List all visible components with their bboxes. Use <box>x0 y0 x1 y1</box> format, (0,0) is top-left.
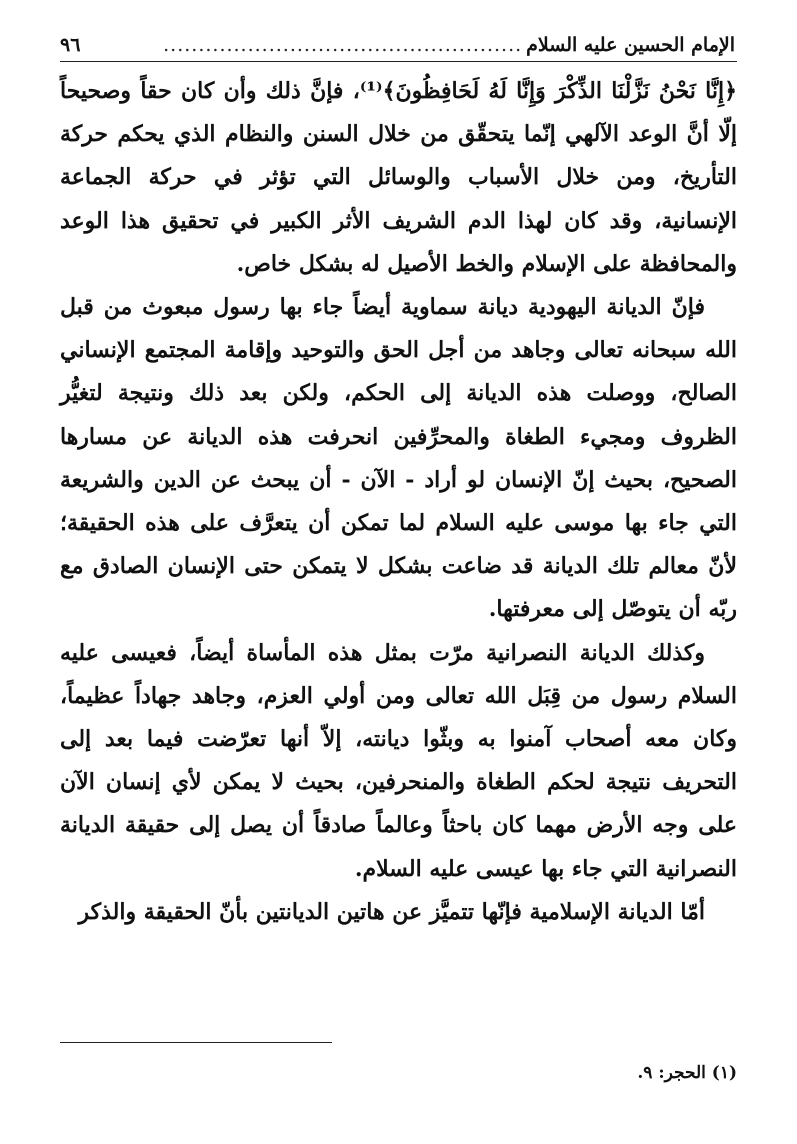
paragraph-christianity: وكذلك الديانة النصرانية مرّت بمثل هذه المأساة أيضاً، فعيسى عليه السلام رسول من قِبَل الله تعالى ومن أولي العزم، وجاهد جهاداً عظيماً، وكان معه أصحاب آمنوا به وبثّوا ديانته، إلاّ أنها تعرّضت فيما بعد إلى التحريف نتيجة لحكم الطغاة والمنحرفين، بحيث لا يمكن لأي إنسان الآن على وجه الأرض مهما كان باحثاً وعالماً صادقاً أن يصل إلى حقيقة الديانة النصرانية التي جاء بها عيسى عليه السلام. <box>60 639 737 882</box>
footnote: (١) الحجر: ٩. <box>637 1063 737 1083</box>
header-title: الإمام الحسين عليه السلام <box>526 34 735 56</box>
header-dot-leader: ................................................... <box>163 34 523 56</box>
body-text <box>60 70 737 934</box>
paragraph-judaism: فإنّ الديانة اليهودية ديانة سماوية أيضاً جاء بها رسول مبعوث من قبل الله سبحانه تعالى وجاهد من أجل الحق والتوحيد وإقامة المجتمع الإنساني الصالح، ووصلت هذه الديانة إلى الحكم، ولكن بعد ذلك ونتيجة لتغيُّر الظروف ومجيء الطغاة والمحرِّفين انحرفت هذه الديانة عن مسارها الصحيح، بحيث إنّ الإنسان لو أراد - الآن - أن يبحث عن الدين والشريعة التي جاء بها موسى عليه السلام لما تمكن أن يتعرَّف على هذه الحقيقة؛ لأنّ معالم تلك الديانة قد ضاعت بشكل لا يتمكن حتى الإنسان الصادق مع ربّه أن يتوصّل إلى معرفتها. <box>60 294 737 623</box>
paragraph-quran-verse: ﴿إِنَّا نَحْنُ نَزَّلْنَا الذِّكْرَ وَإِنَّا لَهُ لَحَافِظُونَ﴾⁽¹⁾، فإنَّ ذلك وأن كان حقاً وصحيحاً إلّا أنَّ الوعد الآلهي إنّما يتحقّق من خلال السنن والنظام الذي يحكم حركة التأريخ، ومن خلال الأسباب والوسائل التي تؤثر في حركة الجماعة الإنسانية، وقد كان لهذا الدم الشريف الأثر الكبير في تحقيق هذا الوعد والمحافظة على الإسلام والخط الأصيل له بشكل خاص. <box>60 78 737 277</box>
running-header <box>60 28 735 62</box>
footnote-rule <box>60 1042 332 1043</box>
page-number: ٩٦ <box>60 34 81 56</box>
paragraph-islam: أمّا الديانة الإسلامية فإنّها تتميَّز عن هاتين الديانتين بأنّ الحقيقة والذكر <box>78 898 705 925</box>
header-rule <box>60 61 737 62</box>
